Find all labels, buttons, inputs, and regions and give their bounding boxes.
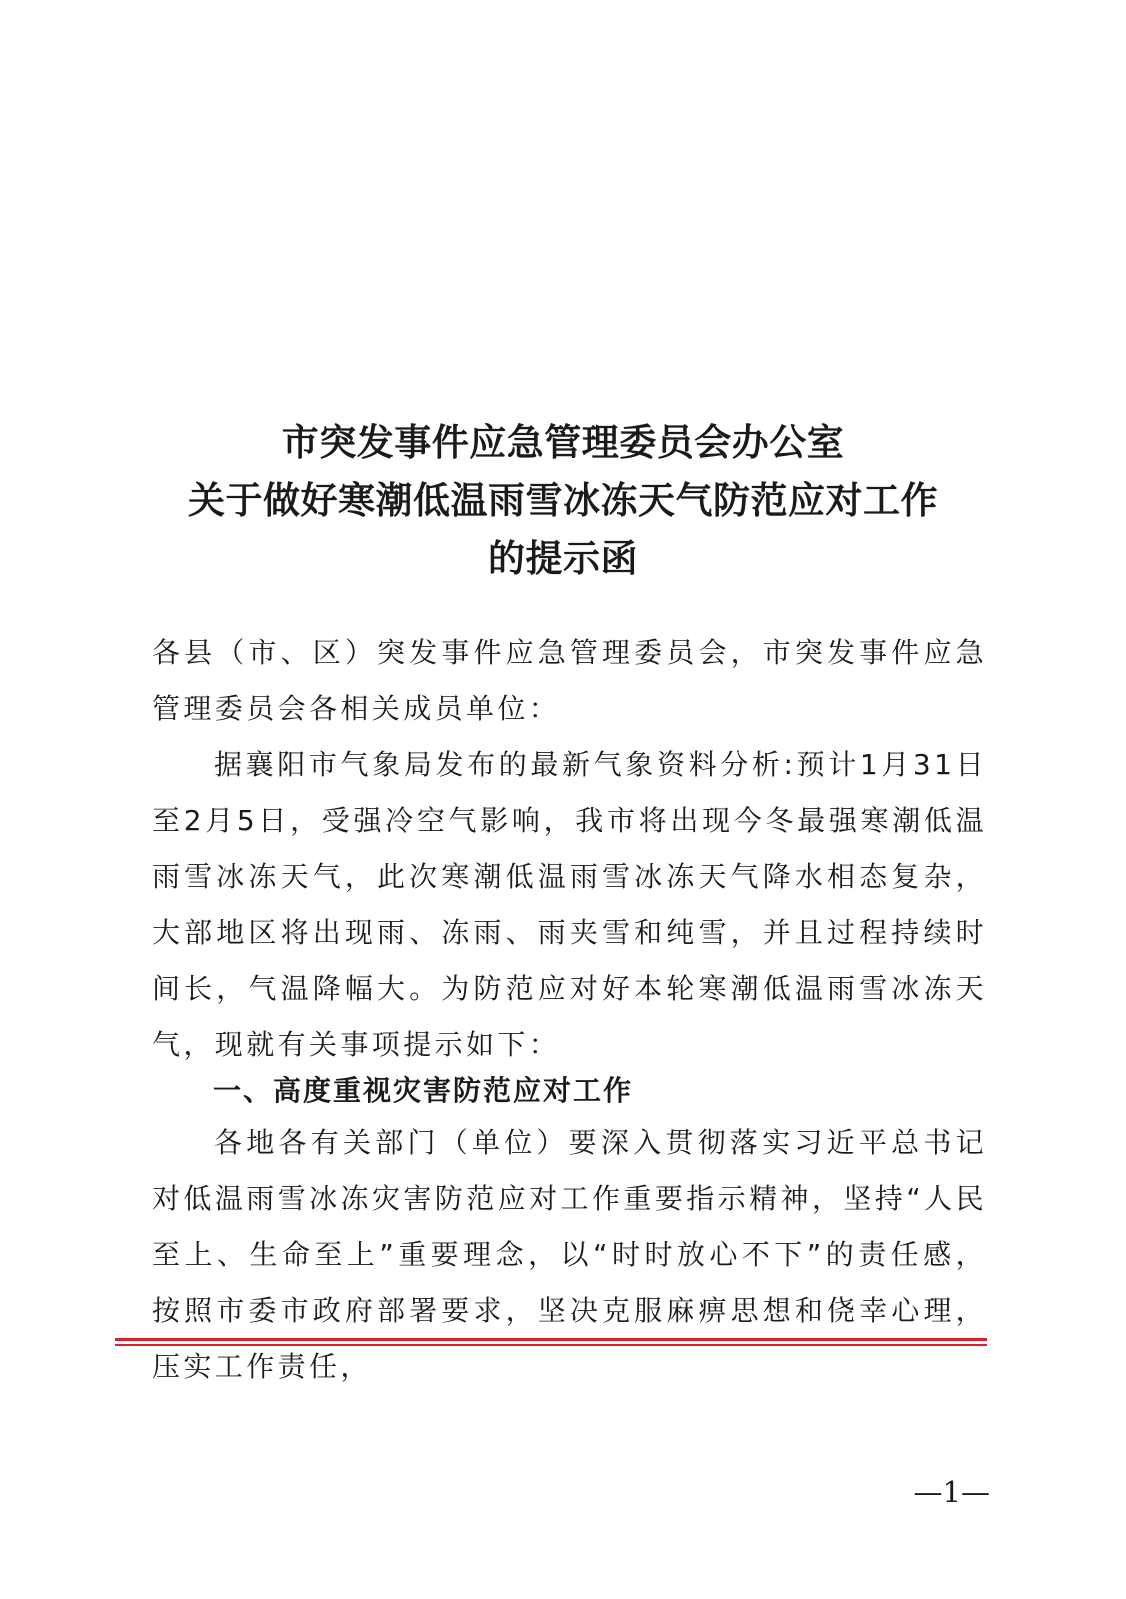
title-line-2: 关于做好寒潮低温雨雪冰冻天气防范应对工作 [188,478,938,522]
document-title [0,413,1126,587]
page-number: —1— [913,1475,990,1509]
section-heading-1: 一、高度重视灾害防范应对工作 [213,1074,634,1107]
title-line-1: 市突发事件应急管理委员会办公室 [281,420,845,464]
section-1-paragraph: 各地各有关部门（单位）要深入贯彻落实习近平总书记对低温雨雪冰冻灾害防范应对工作重要指示精神，坚持“人民至上、生命至上”重要理念，以“时时放心不下”的责任感，按照市委市政府部署要求，坚决克服麻痹思想和侥幸心理，压实工作责任， [152,1126,987,1383]
intro-paragraph: 据襄阳市气象局发布的最新气象资料分析:预计1月31日至2月5日，受强冷空气影响，我市将出现今冬最强寒潮低温雨雪冰冻天气，此次寒潮低温雨雪冰冻天气降水相态复杂，大部地区将出现雨、冻雨、雨夹雪和纯雪，并且过程持续时间长，气温降幅大。为防范应对好本轮寒潮低温雨雪冰冻天气，现就有关事项提示如下： [152,748,987,1061]
title-line-3: 的提示函 [488,536,638,580]
red-separator-line-thin [115,1344,987,1346]
red-separator-line-thick [115,1338,987,1341]
salutation: 各县（市、区）突发事件应急管理委员会，市突发事件应急管理委员会各相关成员单位： [152,636,987,725]
